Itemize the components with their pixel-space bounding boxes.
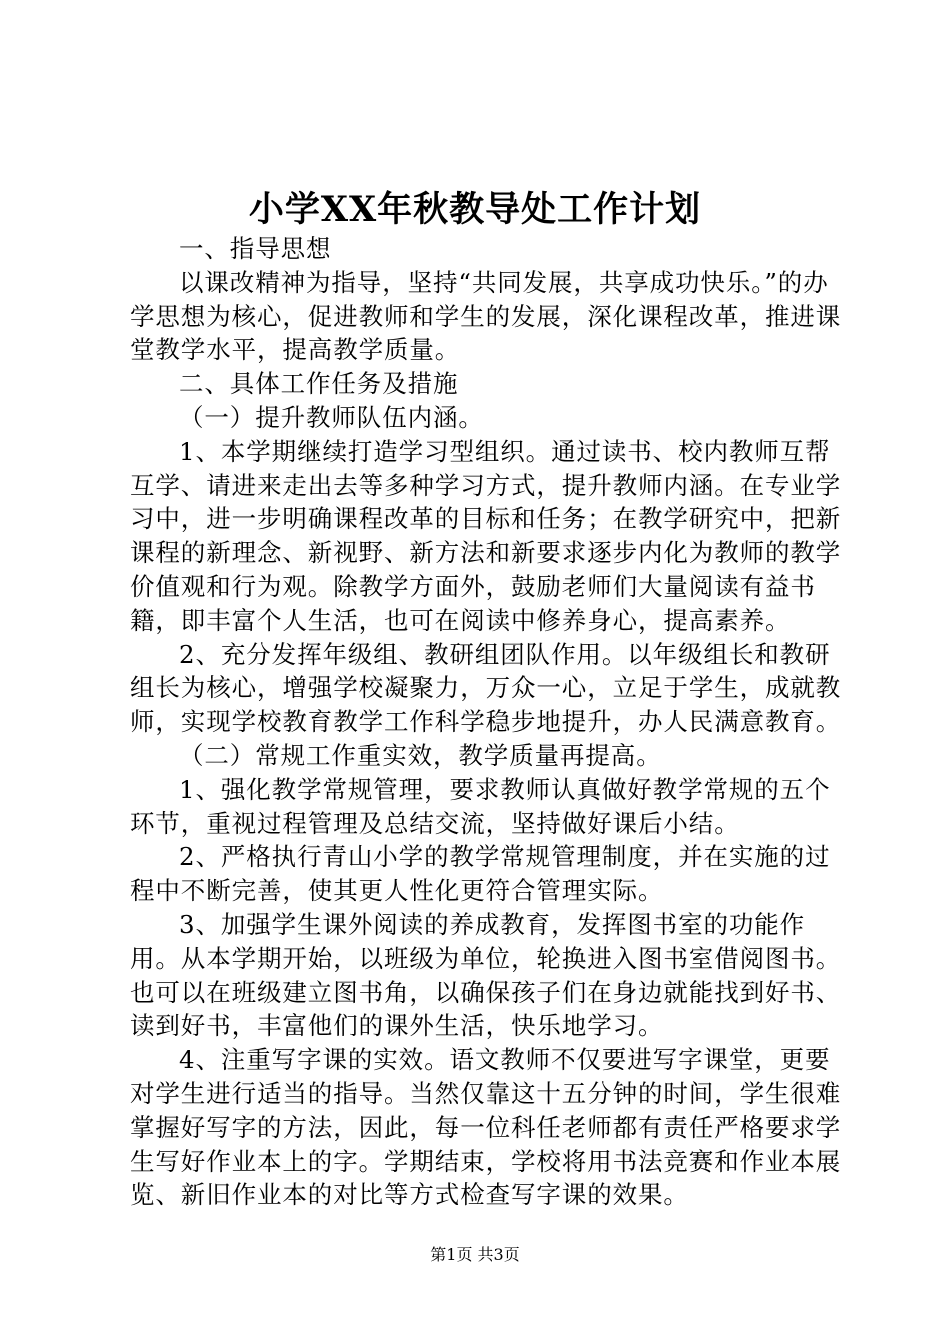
section-heading: 一、指导思想 bbox=[179, 234, 332, 263]
document-title: 小学XX年秋教导处工作计划 bbox=[248, 189, 702, 230]
paragraph: 2、严格执行青山小学的教学常规管理制度，并在实施的过程中不断完善，使其更人性化更符合管理实际。 bbox=[130, 842, 831, 906]
paragraph: 3、加强学生课外阅读的养成教育，发挥图书室的功能作用。从本学期开始，以班级为单位，轮换进入图书室借阅图书。也可以在班级建立图书角，以确保孩子们在身边就能找到好书、读到好书，丰富他们的课外生活，快乐地学习。 bbox=[130, 909, 842, 1041]
paragraph: 以课改精神为指导，坚持“共同发展，共享成功快乐。”的办学思想为核心，促进教师和学生的发展，深化课程改革，推进课堂教学水平，提高教学质量。 bbox=[130, 267, 842, 365]
paragraph: 1、本学期继续打造学习型组织。通过读书、校内教师互帮互学、请进来走出去等多种学习方式，提升教师内涵。在专业学习中，进一步明确课程改革的目标和任务；在教学研究中，把新课程的新理念、新视野、新方法和新要求逐步内化为教师的教学价值观和行为观。除教学方面外，鼓励老师们大量阅读有益书籍，即丰富个人生活，也可在阅读中修养身心，提高素养。 bbox=[130, 436, 842, 635]
section-heading: 二、具体工作任务及措施 bbox=[179, 369, 459, 399]
paragraph: 2、充分发挥年级组、教研组团队作用。以年级组长和教研组长为核心，增强学校凝聚力，万众一心，立足于学生，成就教师，实现学校教育教学工作科学稳步地提升，办人民满意教育。 bbox=[130, 639, 842, 737]
page-indicator: 第1页 共3页 bbox=[430, 1245, 520, 1264]
paragraph: 1、强化教学常规管理，要求教师认真做好教学常规的五个环节，重视过程管理及总结交流，坚持做好课后小结。 bbox=[130, 774, 831, 838]
document-body bbox=[130, 232, 844, 1212]
paragraph: 4、注重写字课的实效。语文教师不仅要进写字课堂，更要对学生进行适当的指导。当然仅靠这十五分钟的时间，学生很难掌握好写字的方法，因此，每一位科任老师都有责任严格要求学生写好作业本上的字。学期结束，学校将用书法竞赛和作业本展览、新旧作业本的对比等方式检查写字课的效果。 bbox=[130, 1045, 842, 1210]
subsection-heading: （一）提升教师队伍内涵。 bbox=[179, 402, 484, 432]
subsection-heading: （二）常规工作重实效，教学质量再提高。 bbox=[179, 740, 662, 770]
